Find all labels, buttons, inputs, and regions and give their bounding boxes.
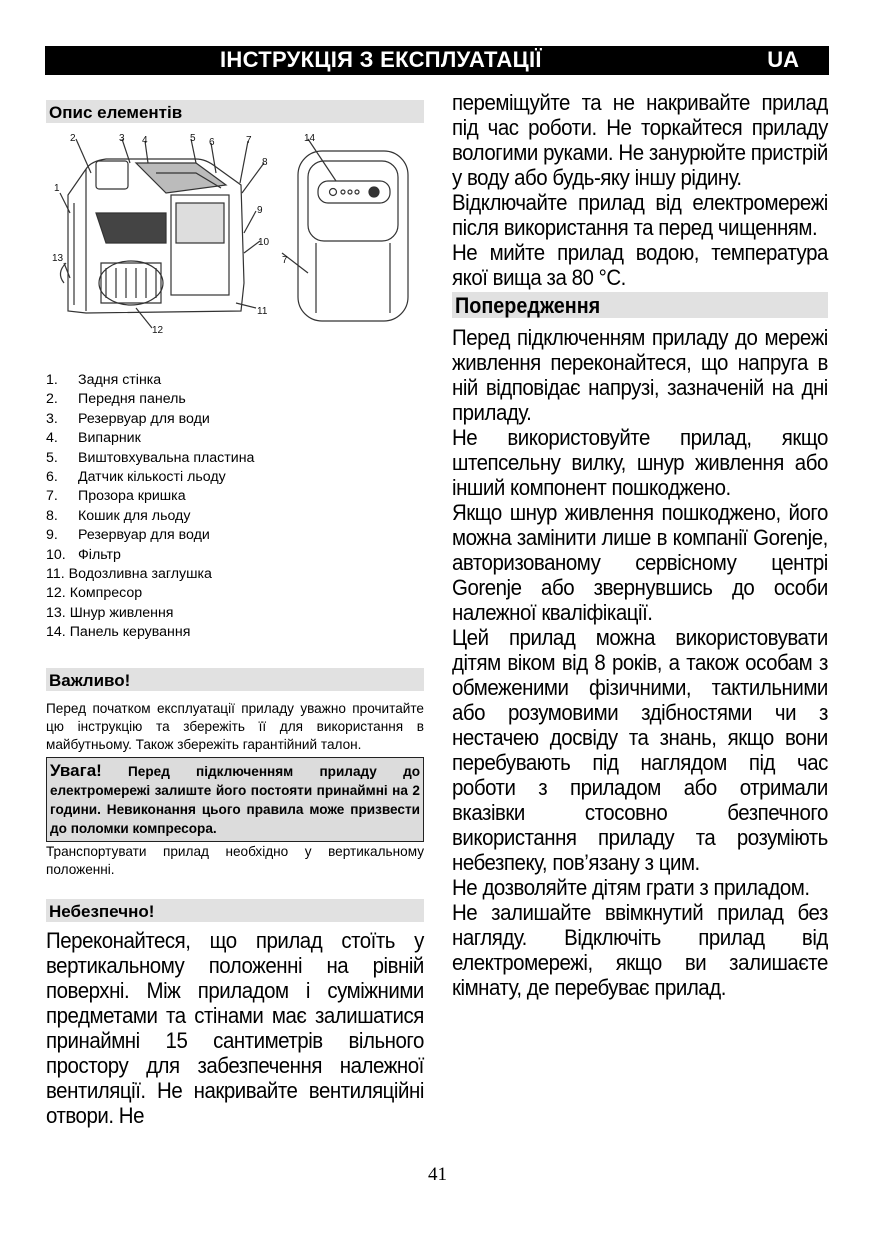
paragraph: переміщуйте та не накривайте прилад під час роботи. Не торкайтеся приладу вологими руками. Не занурюйте пристрій у воду або будь-яку іншу рідину. [452, 90, 828, 190]
right-text-warnings [452, 325, 828, 1000]
list-item: 10. Фільтр [46, 546, 121, 563]
right-text-top [452, 90, 828, 290]
paragraph: Відключайте прилад від електромережі після використання та перед чищенням. [452, 190, 828, 240]
list-item: 9. Резервуар для води [46, 527, 210, 544]
paragraph: Не залишайте ввімкнутий прилад без нагляду. Відключіть прилад від електромережі, якщо ви залишаєте кімнату, де перебуває прилад. [452, 900, 828, 1000]
svg-text:2: 2 [70, 133, 76, 144]
paragraph: Перед підключенням приладу до мережі живлення переконайтеся, що напруга в ній відповідає напрузі, зазначеній на дні приладу. [452, 325, 828, 425]
list-item: 7. Прозора кришка [46, 488, 186, 505]
svg-text:9: 9 [257, 205, 263, 216]
svg-text:3: 3 [119, 133, 125, 144]
svg-text:12: 12 [152, 325, 164, 336]
list-item: 5. Виштовхувальна пластина [46, 449, 255, 466]
svg-text:11: 11 [257, 306, 268, 317]
appliance-diagram [46, 133, 424, 365]
paragraph: Не дозволяйте дітям грати з приладом. [452, 875, 810, 900]
list-item: 11. Водозливна заглушка [46, 566, 212, 583]
title-bar [45, 46, 829, 75]
section-heading-important: Важливо! [46, 668, 424, 691]
svg-text:6: 6 [209, 137, 215, 148]
svg-text:10: 10 [258, 237, 270, 248]
section-heading-warnings: Попередження [452, 292, 828, 318]
svg-text:14: 14 [304, 133, 316, 144]
danger-text: Переконайтеся, що прилад стоїть у вертикальному положенні на рівній поверхні. Між приладом і суміжними предметами та стінами має залишатися принаймні 15 сантиметрів вільного простору для забезпечення належної вентиляції. Не накривайте вентиляційні отвори. Не [46, 927, 424, 1128]
right-column [452, 90, 828, 1000]
important-text: Перед початком експлуатації приладу уважно прочитайте цю інструкцію та збережіть її для використання в майбутньому. Також збережіть гарантійний талон. [46, 700, 424, 752]
list-item: 13. Шнур живлення [46, 604, 174, 621]
list-item: 2. Передня панель [46, 391, 186, 408]
paragraph: Не використовуйте прилад, якщо штепсельну вилку, шнур живлення або інший компонент пошкоджено. [452, 425, 828, 500]
list-item: 4. Випарник [46, 430, 141, 447]
page-title: ІНСТРУКЦІЯ З ЕКСПЛУАТАЦІЇ [220, 47, 542, 72]
list-item: 1. Задня стінка [46, 372, 162, 388]
paragraph: Не мийте прилад водою, температура якої вища за 80 °С. [452, 240, 828, 290]
warning-text: Перед підключенням приладу до електромережі залиште його постояти принаймні на 2 години. Невиконання цього правила може призвести до поломки компресора. [50, 763, 421, 836]
list-item: 8. Кошик для льоду [46, 507, 191, 524]
svg-text:1: 1 [54, 183, 60, 194]
appliance-diagram-drawing [46, 133, 424, 365]
svg-text:7: 7 [246, 135, 252, 146]
svg-text:7: 7 [282, 255, 288, 266]
svg-text:5: 5 [190, 133, 196, 144]
paragraph: Цей прилад можна використовувати дітям віком від 8 років, а також особам з обмеженими фізичними, тактильними або розумовими здібностями чи з нестачею досвіду та знань, якщо вони перебувають під наглядом під час роботи з приладом або отримали вказівки стосовно безпечного використання приладу та розуміють небезпеку, пов’язану з цим. [452, 625, 828, 875]
svg-text:13: 13 [52, 253, 64, 264]
list-item: 14. Панель керування [46, 624, 191, 641]
section-heading-danger: Небезпечно! [46, 899, 424, 922]
parts-list [46, 371, 424, 643]
list-item: 3. Резервуар для води [46, 410, 210, 427]
warning-lead: Увага! [50, 760, 102, 780]
transport-text: Транспортувати прилад необхідно у вертикальному положенні. [46, 843, 424, 877]
list-item: 6. Датчик кількості льоду [46, 469, 226, 486]
page-number: 41 [428, 1164, 447, 1185]
paragraph: Якщо шнур живлення пошкоджено, його можна замінити лише в компанії Gorenje, авторизованому сервісному центрі Gorenje або звернувшись до особи належної кваліфікації. [452, 500, 828, 625]
language-code: UA [767, 47, 799, 72]
svg-text:4: 4 [142, 135, 148, 146]
list-item: 12. Компресор [46, 585, 143, 602]
warning-box [46, 757, 424, 842]
svg-text:8: 8 [262, 157, 268, 168]
left-column [46, 100, 424, 1128]
section-heading-description: Опис елементів [46, 100, 424, 123]
